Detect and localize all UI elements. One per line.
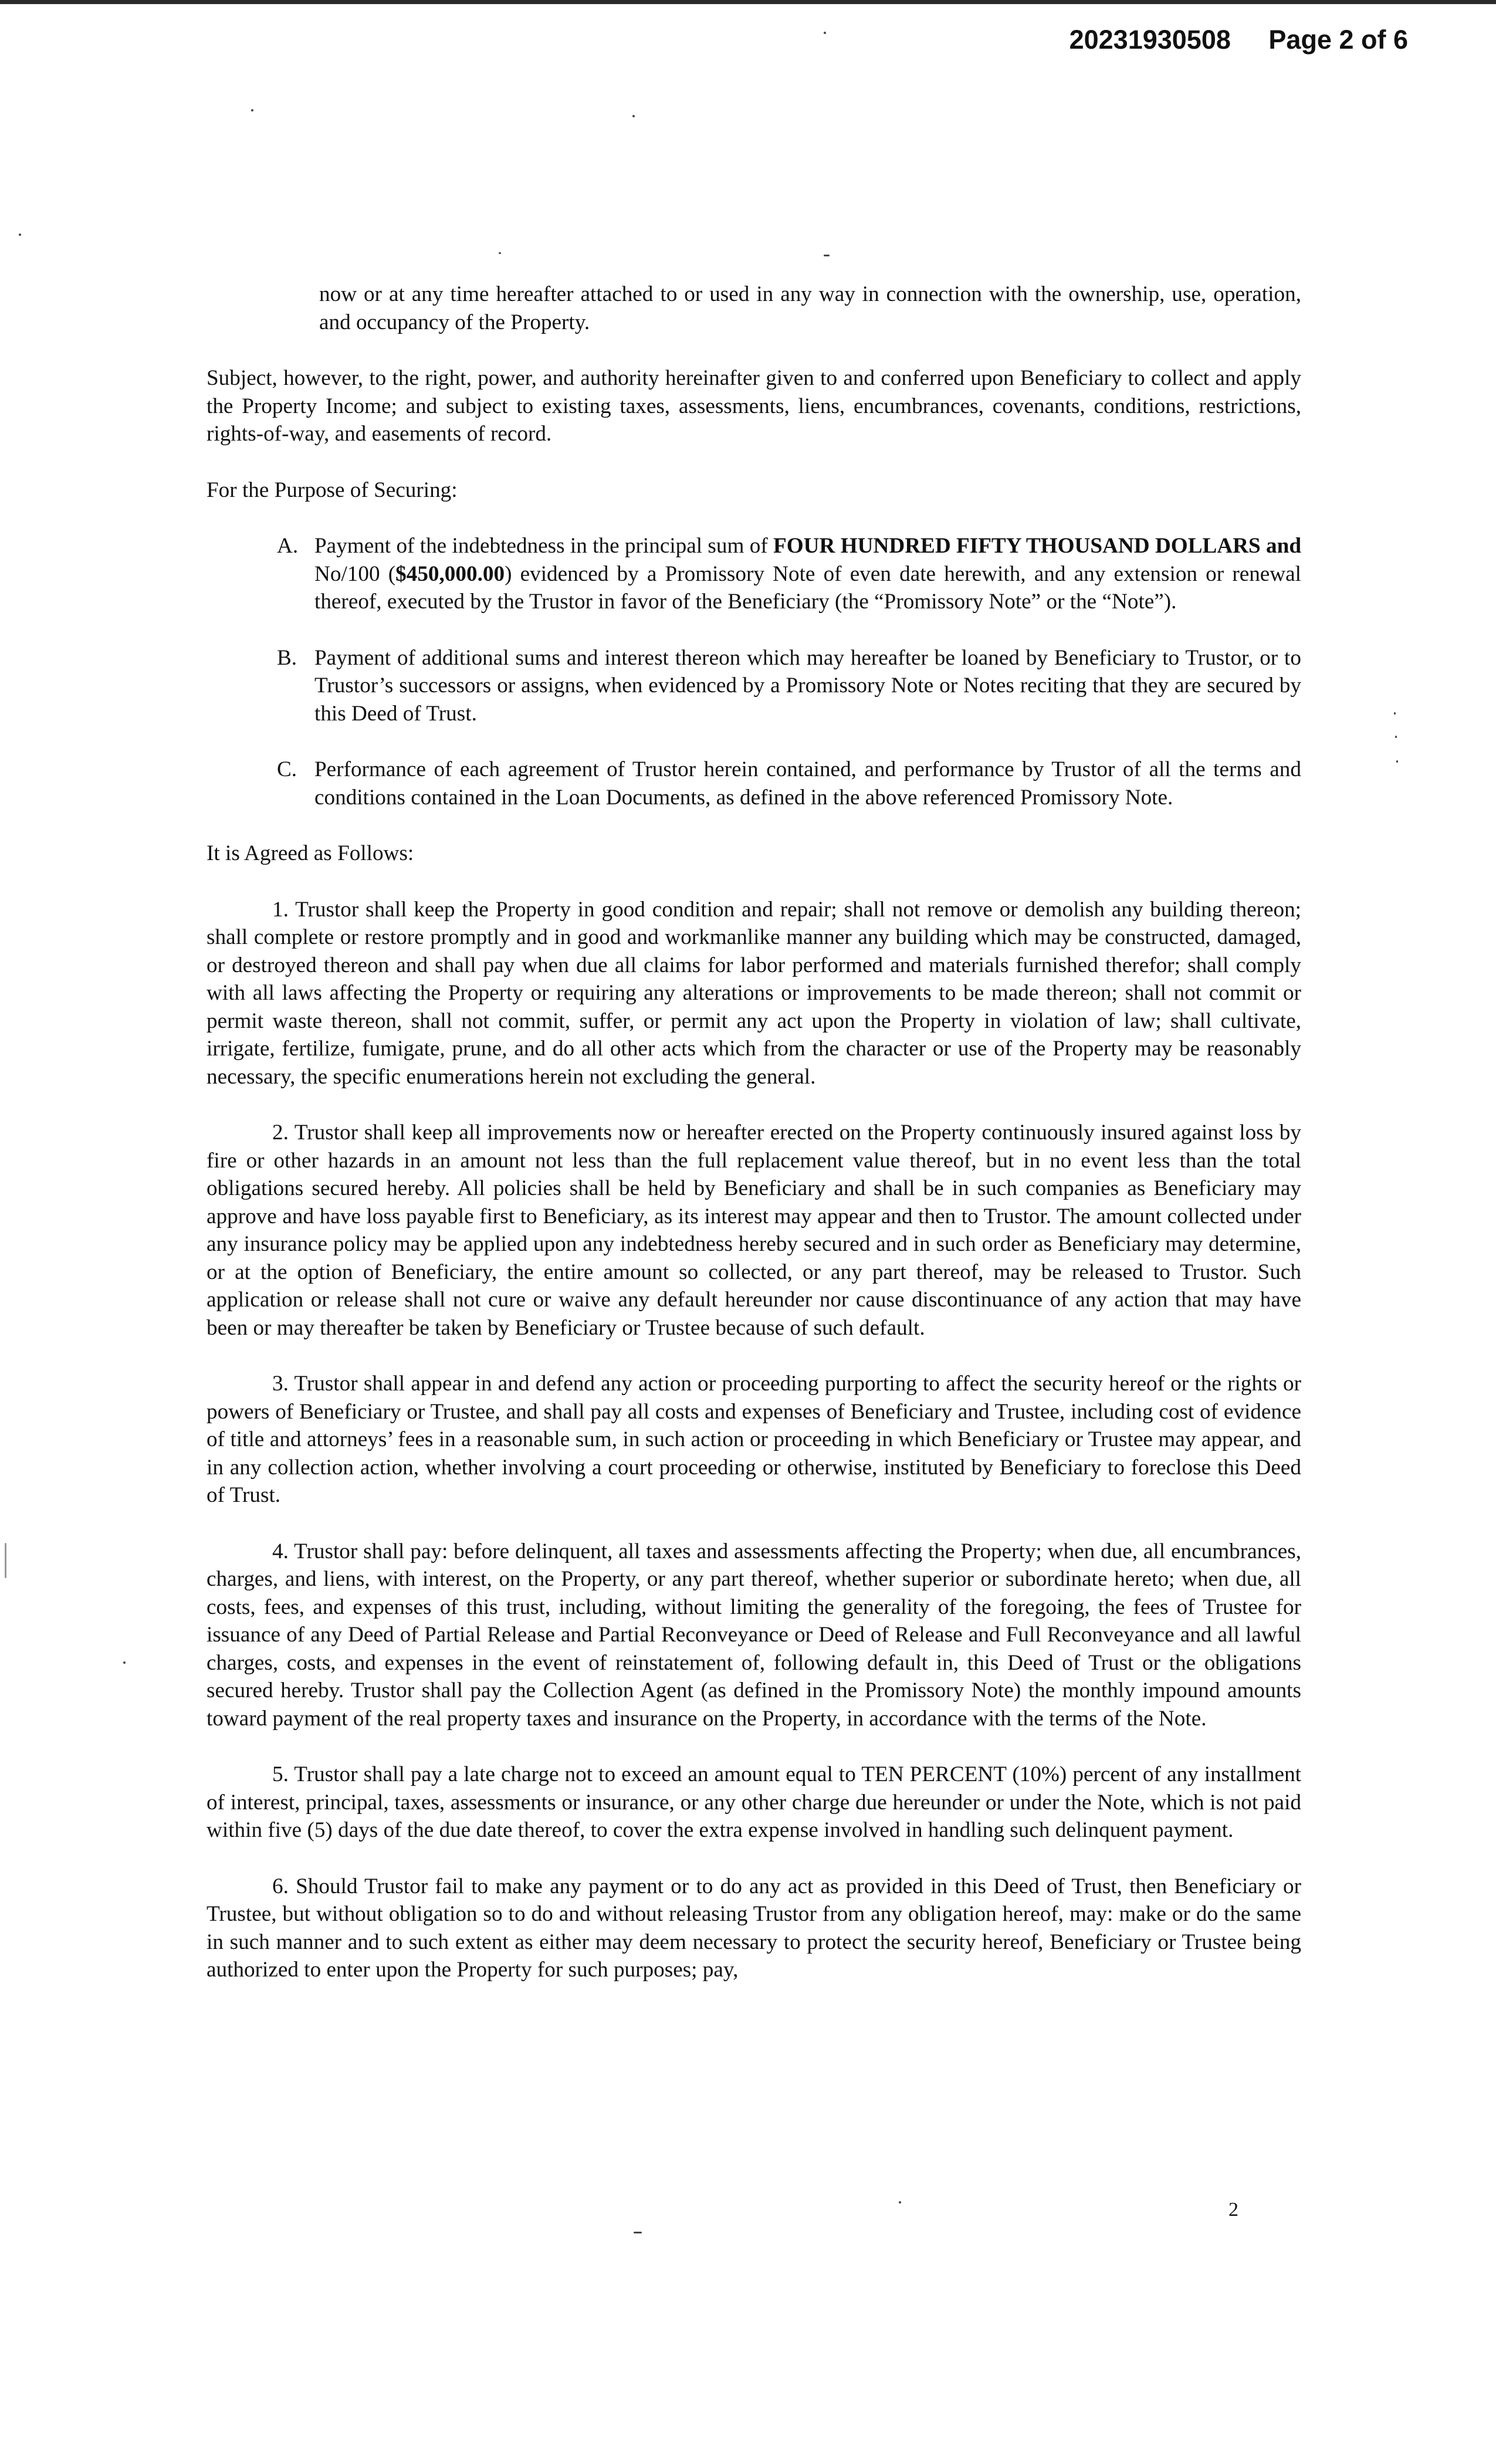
scan-speck [123,1661,126,1664]
scan-speck [5,1543,6,1578]
recording-header [1069,25,1408,55]
item-letter: B. [277,645,297,670]
purpose-item-a [207,532,1301,616]
principal-sum-amount: $450,000.00 [395,561,505,586]
agreed-heading: It is Agreed as Follows: [207,841,414,865]
scan-speck [632,115,635,117]
document-body [207,280,1301,2012]
item-text: Payment of additional sums and interest thereon which may hereafter be loaned by Beneficiary to Trustor, or to Trustor’s successors or assigns, when evidenced by a Promissory Note or Notes reciting that they are secured by this Deed of Trust. [314,645,1301,726]
scan-speck [824,255,830,256]
item-letter: A. [277,534,299,558]
paragraph-1: 1. Trustor shall keep the Property in good condition and repair; shall not remove or demolish any building thereon; shall complete or restore promptly and in good and workmanlike manner any building which may be constructed, damaged, or destroyed thereon and shall pay when due all claims for labor performed and materials furnished therefor; shall comply with all laws affecting the Property or requiring any alterations or improvements to be made thereon; shall not commit or permit waste thereon, shall not commit, suffer, or permit any act upon the Property in violation of law; shall cultivate, irrigate, fertilize, fumigate, prune, and do all other acts which from the character or use of the Property may be reasonably necessary, the specific enumerations herein not excluding the general. [207,897,1301,1089]
scan-speck [634,2232,642,2233]
intro-continuation: now or at any time hereafter attached to or used in any way in connection with the ownership, use, operation, and occupancy of the Property. [319,282,1301,334]
scan-speck [19,233,21,236]
scan-speck [499,252,501,254]
paragraph-5: 5. Trustor shall pay a late charge not to exceed an amount equal to TEN PERCENT (10%) percent of any installment of interest, principal, taxes, assessments or insurance, or any other charge due hereunder or under the Note, which is not paid within five (5) days of the due date thereof, to cover the extra expense involved in handling such delinquent payment. [207,1762,1301,1842]
document-number: 20231930508 [1069,25,1231,55]
purpose-item-b [207,644,1301,728]
paragraph-6: 6. Should Trustor fail to make any payment or to do any act as provided in this Deed of Trust, then Beneficiary or Trustee, but without obligation so to do and without releasing Trustor from any obligation hereof, may: make or do the same in such manner and to such extent as either may deem necessary to protect the security hereof, Beneficiary or Trustee being authorized to enter upon the Property for such purposes; pay, [207,1874,1301,1982]
scan-speck [1395,736,1397,738]
purpose-heading: For the Purpose of Securing: [207,478,458,502]
paragraph-2: 2. Trustor shall keep all improvements now or hereafter erected on the Property continuously insured against loss by fire or other hazards in an amount not less than the full replacement value thereof, but in no event less than the total obligations secured hereby. All policies shall be held by Beneficiary and shall be in such companies as Beneficiary may approve and have loss payable first to Beneficiary, as its interest may appear and then to Trustor. The amount collected under any insurance policy may be applied upon any indebtedness hereby secured and in such order as Beneficiary may determine, or at the option of Beneficiary, the entire amount so collected, or any part thereof, may be released to Trustor. Such application or release shall not cure or waive any default hereunder nor cause discontinuance of any action that may have been or may thereafter be taken by Beneficiary or Trustee because of such default. [207,1121,1301,1340]
scan-speck [824,32,826,34]
item-text: No/100 ( [314,561,396,586]
item-letter: C. [277,757,297,781]
item-text: ) evidenced by a Promissory Note of even date herewith, and any extension or renewal thereof, executed by the Trustor in favor of the Beneficiary (the “Promissory Note” or the “Note”). [314,561,1301,614]
paragraph-4: 4. Trustor shall pay: before delinquent, all taxes and assessments affecting the Property; when due, all encumbrances, charges, and liens, with interest, on the Property, or any part thereof, whether superior or subordinate hereto; when due, all costs, fees, and expenses of this trust, including, without limiting the generality of the foregoing, the fees of Trustee for issuance of any Deed of Partial Release and Partial Reconveyance or Deed of Release and Full Reconveyance and all lawful charges, costs, and expenses in the event of reinstatement of, following default in, this Deed of Trust or the obligations secured hereby. Trustor shall pay the Collection Agent (as defined in the Promissory Note) the monthly impound amounts toward payment of the real property taxes and insurance on the Property, in accordance with the terms of the Note. [207,1539,1301,1731]
purpose-item-c [207,756,1301,811]
scan-speck [899,2201,901,2204]
item-text: Payment of the indebtedness in the principal sum of [314,534,774,558]
page-number: 2 [1228,2199,1238,2221]
page-label: Page 2 of 6 [1268,25,1408,55]
item-text: Performance of each agreement of Trustor herein contained, and performance by Trustor of all the terms and conditions contained in the Loan Documents, as defined in the above referenced Promissory Note. [314,757,1301,810]
scan-speck [251,109,253,111]
scan-speck [1396,760,1398,763]
principal-sum-words: FOUR HUNDRED FIFTY THOUSAND DOLLARS and [773,534,1302,558]
subject-paragraph: Subject, however, to the right, power, and authority hereinafter given to and conferred upon Beneficiary to collect and apply the Property Income; and subject to existing taxes, assessments, liens, encumbrances, covenants, conditions, restrictions, rights-of-way, and easements of record. [207,366,1301,446]
paragraph-3: 3. Trustor shall appear in and defend any action or proceeding purporting to affect the security hereof or the rights or powers of Beneficiary or Trustee, and shall pay all costs and expenses of Beneficiary and Trustee, including cost of evidence of title and attorneys’ fees in a reasonable sum, in such action or proceeding in which Beneficiary or Trustee may appear, and in any collection action, whether involving a court proceeding or otherwise, instituted by Beneficiary to foreclose this Deed of Trust. [207,1372,1301,1507]
page-top-edge [0,0,1496,4]
scan-speck [1394,712,1396,715]
